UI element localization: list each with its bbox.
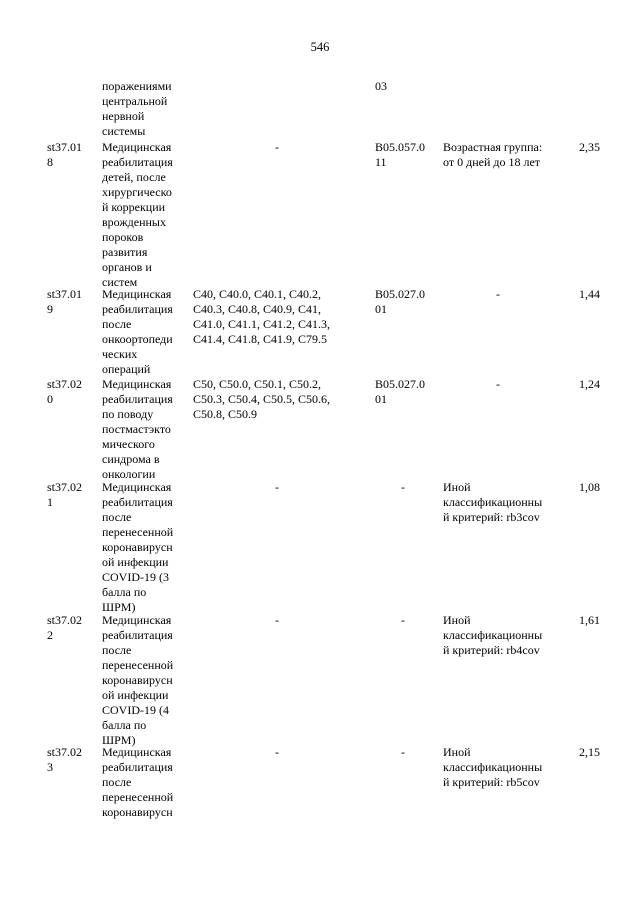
name-cell: поражениями центральной нервной системы [102, 79, 172, 138]
code-cell: st37.01 8 [47, 140, 83, 169]
coefficient-cell: 2,35 [579, 140, 600, 154]
diagnosis-cell: - [275, 613, 279, 627]
criteria-cell: Возрастная группа: от 0 дней до 18 лет [443, 140, 543, 169]
service-code-cell: - [401, 745, 405, 759]
name-cell: Медицинская реабилитация после онкоортопеди ческих операций [102, 287, 173, 376]
coefficient-cell: 1,08 [579, 480, 600, 494]
code-cell: st37.01 9 [47, 287, 83, 316]
criteria-cell: Иной классификационны й критерий: rb5cov [443, 745, 543, 789]
name-cell: Медицинская реабилитация после перенесенной коронавирусн ой инфекции COVID-19 (3 балла по ШРМ) [102, 480, 174, 614]
page-number: 546 [310, 40, 330, 54]
service-code-cell: B05.027.0 01 [375, 287, 426, 316]
code-cell: st37.02 3 [47, 745, 83, 774]
code-cell: st37.02 1 [47, 480, 83, 509]
diagnosis-cell: C50, C50.0, C50.1, C50.2, C50.3, C50.4, C50.5, C50.6, C50.8, C50.9 [193, 377, 331, 421]
diagnosis-cell: C40, C40.0, C40.1, C40.2, C40.3, C40.8, C40.9, C41, C41.0, C41.1, C41.2, C41.3, C41.4, C41.8, C41.9, C79.5 [193, 287, 331, 346]
coefficient-cell: 1,24 [579, 377, 600, 391]
service-code-cell: B05.057.0 11 [375, 140, 426, 169]
coefficient-cell: 2,15 [579, 745, 600, 759]
criteria-cell: - [496, 287, 500, 301]
code-cell: st37.02 0 [47, 377, 83, 406]
name-cell: Медицинская реабилитация по поводу постмастэкто мического синдрома в онкологии [102, 377, 173, 481]
coefficient-cell: 1,61 [579, 613, 600, 627]
criteria-cell: Иной классификационны й критерий: rb3cov [443, 480, 543, 524]
service-code-cell: B05.027.0 01 [375, 377, 426, 406]
service-code-cell: - [401, 480, 405, 494]
code-cell: st37.02 2 [47, 613, 83, 642]
service-code-cell: - [401, 613, 405, 627]
diagnosis-cell: - [275, 745, 279, 759]
criteria-cell: - [496, 377, 500, 391]
diagnosis-cell: - [275, 480, 279, 494]
diagnosis-cell: - [275, 140, 279, 154]
service-code-cell: 03 [375, 79, 387, 93]
name-cell: Медицинская реабилитация после перенесенной коронавирусн [102, 745, 174, 819]
criteria-cell: Иной классификационны й критерий: rb4cov [443, 613, 543, 657]
name-cell: Медицинская реабилитация после перенесенной коронавирусн ой инфекции COVID-19 (4 балла по ШРМ) [102, 613, 174, 747]
coefficient-cell: 1,44 [579, 287, 600, 301]
name-cell: Медицинская реабилитация детей, после хирургическо й коррекции врожденных пороков развития органов и систем [102, 140, 173, 289]
